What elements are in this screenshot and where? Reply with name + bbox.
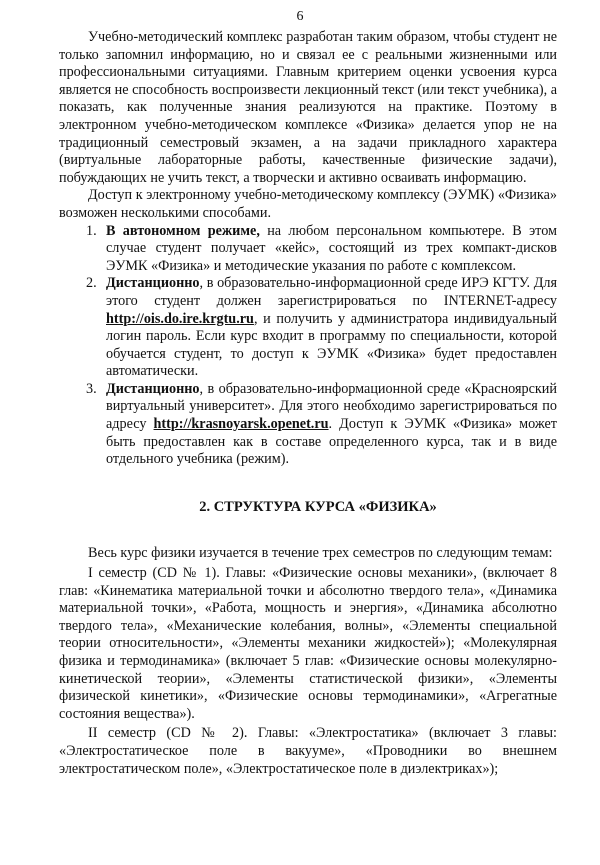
list-item-bold: В автономном режиме, bbox=[106, 222, 260, 239]
semester1-paragraph: I семестр (CD № 1). Главы: «Физические основы механики», (включает 8 глав: «Кинематика материальной точки и абсолютно твердого тела», «Динамика материальной точки», «Работа, мощность и энергия», «Динамика абсолютно твердого тела», «Механические колебания, волны», «Элементы специальной теории относительности», «Элементы механики жидкостей»); «Молекулярная физика и термодинамика» (включает 5 глав: «Физические основы молекулярно-кинетической теории», «Элементы статистической физики», «Элементы физической кинетики», «Физические основы термодинамики», «Агрегатные состояния вещества»). bbox=[59, 565, 557, 722]
document-body bbox=[59, 29, 557, 778]
list-item bbox=[59, 223, 557, 276]
list-item-text-after: , и получить у администратора индивидуальный логин пароль. Если курс входит в программу по специальности, которой обучается студент, то доступ к ЭУМК «Физика» будет предоставлен автоматически. bbox=[106, 310, 557, 380]
list-item bbox=[59, 275, 557, 381]
intro-paragraph: Учебно-методический комплекс разработан таким образом, чтобы студент не только запомнил информацию, но и связал ее с реальными жизненными или профессиональными ситуациями. Главным критерием оценки усвоения курса является не способность воспроизвести лекционный текст (или текст учебника), а показать, как полученные знания реализуются на практике. Поэтому в электронном учебно-методическом комплексе «Физика» делается упор не на традиционный семестровый экзамен, а на задачи прикладного характера (виртуальные лабораторные работы, качественные физические задачи), побуждающих не учить текст, а творчески и активно осваивать информацию. bbox=[59, 29, 557, 186]
list-item-text: на любом персональном компьютере. В этом случае студент получает «кейс», состоящий из трех компакт-дисков ЭУМК «Физика» и методические указания по работе с комплексом. bbox=[106, 222, 557, 274]
page-number: 6 bbox=[296, 9, 304, 24]
list-item-text-after: . Доступ к ЭУМК «Физика» может быть предоставлен как в составе определенного курса, так и в виде отдельного учебника (режим). bbox=[106, 416, 557, 468]
openet-link[interactable]: http://krasnoyarsk.openet.ru bbox=[153, 416, 329, 433]
list-item-bold: Дистанционно bbox=[106, 275, 200, 292]
list-number: 2. bbox=[86, 275, 97, 292]
ois-link[interactable]: http://ois.do.ire.krgtu.ru bbox=[106, 310, 254, 327]
list-number: 3. bbox=[86, 380, 97, 397]
list-number: 1. bbox=[86, 222, 97, 239]
list-item-text: , в образовательно-информационной среде «Красноярский виртуальный университет». Для этого необходимо зарегистрироваться по адресу bbox=[106, 380, 557, 433]
section-heading: 2. СТРУКТУРА КУРСА «ФИЗИКА» bbox=[199, 498, 437, 515]
semester2-paragraph: II семестр (CD № 2). Главы: «Электростатика» (включает 3 главы: «Электростатическое поле в вакууме», «Проводники во внешнем электростатическом поле», «Электростатическое поле в диэлектриках»); bbox=[59, 725, 557, 777]
list-item-bold: Дистанционно bbox=[106, 380, 200, 397]
access-methods-list bbox=[59, 223, 557, 469]
list-item-text: , в образовательно-информационной среде ИРЭ КГТУ. Для этого студент должен зарегистрироваться по INTERNET-адресу bbox=[106, 275, 557, 309]
course-paragraph: Весь курс физики изучается в течение трех семестров по следующим темам: bbox=[88, 545, 553, 562]
list-item bbox=[59, 381, 557, 469]
access-paragraph: Доступ к электронному учебно-методическому комплексу (ЭУМК) «Физика» возможен несколькими способами. bbox=[59, 187, 557, 221]
